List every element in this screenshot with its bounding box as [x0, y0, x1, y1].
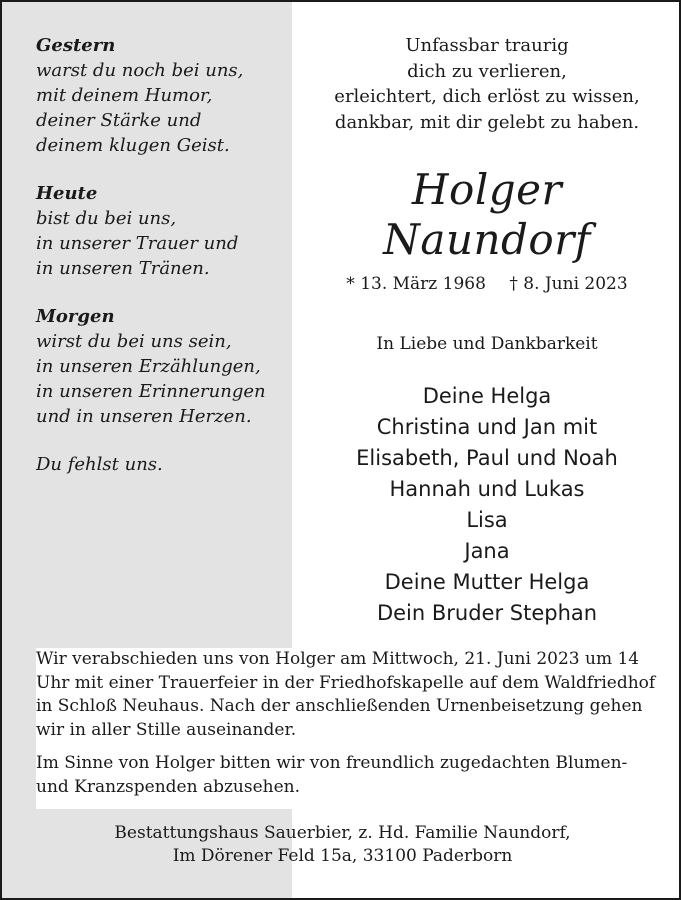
poem-stanza: [36, 33, 292, 158]
stanza-line: bist du bei uns,: [36, 208, 177, 229]
poem-closing: Du fehlst uns.: [36, 454, 163, 475]
motto-line: Unfassbar traurig: [405, 35, 569, 56]
notice-text: [36, 648, 656, 809]
poem: [36, 33, 292, 477]
stanza-line: deiner Stärke und: [36, 110, 202, 131]
deceased-name: Holger Naundorf: [383, 165, 591, 264]
request-paragraph: Im Sinne von Holger bitten wir von freundlich zugedachten Blumen- und Kranzspenden abzusehen.: [36, 753, 628, 797]
poem-stanza: [36, 181, 292, 281]
family-member: Dein Bruder Stephan: [376, 601, 598, 625]
family-member: Deine Helga: [422, 384, 552, 408]
poem-stanza: [36, 304, 292, 429]
family-member: Elisabeth, Paul und Noah: [356, 446, 618, 470]
stanza-line: in unseren Erzählungen,: [36, 356, 261, 377]
family-member: Christina und Jan mit: [376, 415, 598, 439]
stanza-line: deinem klugen Geist.: [36, 135, 230, 156]
motto-line: dankbar, mit dir gelebt zu haben.: [334, 111, 640, 133]
thanks-line: In Liebe und Dankbarkeit: [376, 334, 598, 354]
family-list: [302, 381, 672, 629]
funeral-home-line: Bestattungshaus Sauerbier, z. Hd. Familie Naundorf,: [114, 823, 571, 843]
family-member: Lisa: [466, 508, 508, 532]
stanza-heading: Gestern: [36, 35, 116, 56]
family-member: Hannah und Lukas: [389, 477, 585, 501]
birth-date: * 13. März 1968: [346, 274, 486, 294]
funeral-home: [2, 822, 681, 868]
stanza-line: mit deinem Humor,: [36, 85, 213, 106]
farewell-paragraph: Wir verabschieden uns von Holger am Mittwoch, 21. Juni 2023 um 14 Uhr mit einer Trauerfeier in der Friedhofskapelle auf dem Waldfriedhof in Schloß Neuhaus. Nach der anschließenden Urnenbeisetzung gehen wir in aller Stille auseinander.: [36, 649, 656, 740]
stanza-line: warst du noch bei uns,: [36, 60, 244, 81]
stanza-heading: Morgen: [36, 306, 115, 327]
family-member: Jana: [464, 539, 510, 563]
motto-line: dich zu verlieren,: [407, 60, 567, 82]
stanza-heading: Heute: [36, 183, 98, 204]
motto-line: erleichtert, dich erlöst zu wissen,: [334, 86, 640, 107]
family-member: Deine Mutter Helga: [384, 570, 590, 594]
life-dates: [302, 273, 672, 295]
stanza-line: in unseren Tränen.: [36, 258, 210, 279]
stanza-line: und in unseren Herzen.: [36, 406, 252, 427]
motto: [302, 33, 672, 135]
funeral-home-line: Im Dörener Feld 15a, 33100 Paderborn: [172, 846, 513, 866]
announcement-column: [302, 33, 672, 629]
stanza-line: in unserer Trauer und: [36, 233, 239, 254]
stanza-line: in unseren Erinnerungen: [36, 381, 266, 402]
stanza-line: wirst du bei uns sein,: [36, 331, 232, 352]
death-date: † 8. Juni 2023: [509, 274, 628, 294]
